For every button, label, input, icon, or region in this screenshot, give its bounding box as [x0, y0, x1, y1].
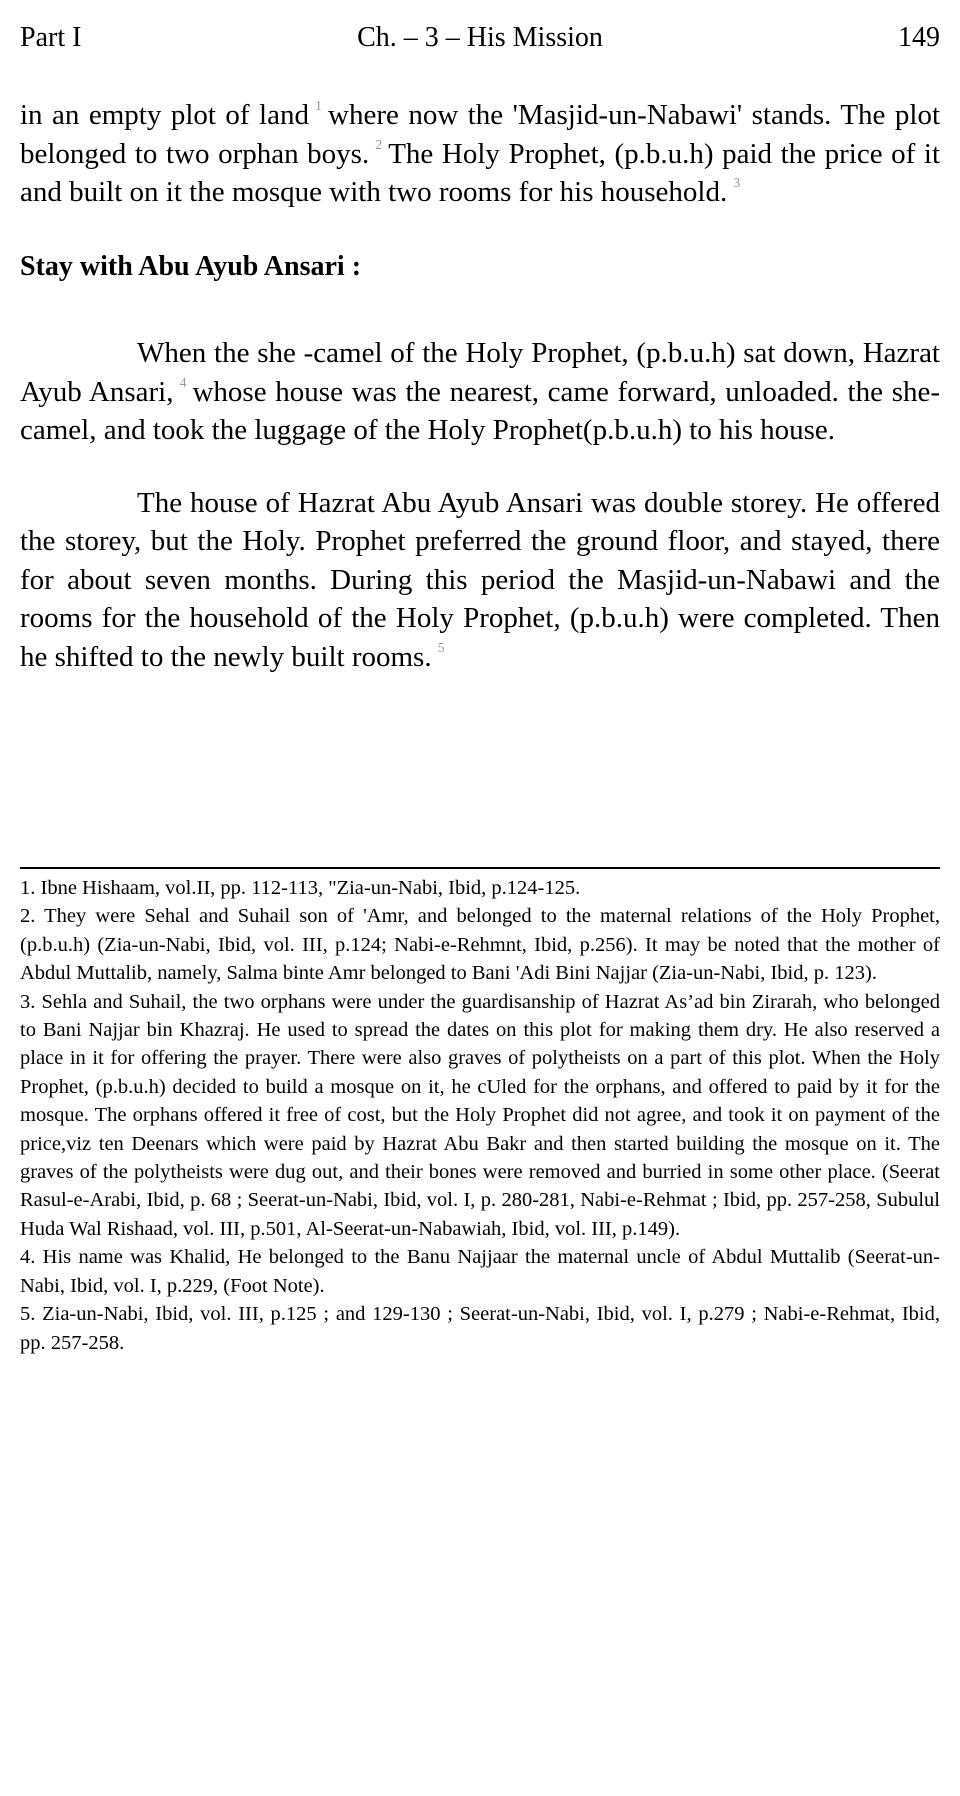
footnotes: [20, 874, 940, 1357]
chapter-title: Ch. – 3 – His Mission: [357, 22, 603, 53]
page-number: 149: [898, 22, 940, 53]
footnote-ref-5: 5: [437, 640, 445, 656]
footnote-5: 5. Zia-un-Nabi, Ibid, vol. III, p.125 ; and 129-130 ; Seerat-un-Nabi, Ibid, vol. I, p.279 ; Nabi-e-Rehmat, Ibid, pp. 257-258.: [20, 1303, 940, 1354]
section-heading: Stay with Abu Ayub Ansari :: [20, 250, 362, 282]
footnote-4: 4. His name was Khalid, He belonged to the Banu Najjaar the maternal uncle of Abdul Muttalib (Seerat-un-Nabi, Ibid, vol. I, p.229, (Foot Note).: [20, 1246, 940, 1297]
paragraph-1: in an empty plot of land $^1$ where now the 'Masjid-un-Nabawi' stands. The plot belonged to two orphan boys. $^2$ The Holy Prophet, (p.b.u.h) paid the price of it and built on it the mosque with two rooms for his household. $^3$: [20, 99, 941, 208]
paragraph-spacer: [20, 450, 940, 484]
footnote-3: 3. Sehla and Suhail, the two orphans were under the guardisanship of Hazrat As’ad bin Zirarah, who belonged to Bani Najjar bin Khazraj. He used to spread the dates on this plot for making them dry. He also reserved a place in it for offering the prayer. There were also graves of polytheists on a part of this plot. When the Holy Prophet, (p.b.u.h) decided to build a mosque on it, he cUled for the orphans, and offered to paid by it for the mosque. The orphans offered it free of cost, but the Holy Prophet did not agree, and took it on payment of the price,viz ten Deenars which were paid by Hazrat Abu Bakr and then started building the mosque on it. The graves of the polytheists were dug out, and their bones were removed and burried in some other place. (Seerat Rasul-e-Arabi, Ibid, p. 68 ; Seerat-un-Nabi, Ibid, vol. I, p. 280-281, Nabi-e-Rehmat ; Ibid, pp. 257-258, Subulul Huda Wal Rishaad, vol. III, p.501, Al-Seerat-un-Nabawiah, Ibid, vol. III, p.149).: [20, 990, 940, 1240]
part-label: Part I: [20, 22, 82, 53]
footnote-ref-1: 1: [315, 99, 322, 114]
footnote-ref-3: 3: [733, 176, 741, 191]
paragraph-3: The house of Hazrat Abu Ayub Ansari was double storey. He offered the storey, but the Holy. Prophet preferred the ground floor, and stayed, there for about seven months. During this period the Masjid-un-Nabawi and the rooms for the household of the Holy Prophet, (p.b.u.h) were completed. Then he shifted to the newly built rooms. $^5$: [20, 486, 940, 673]
footnote-1: 1. Ibne Hishaam, vol.II, pp. 112-113, "Zia-un-Nabi, Ibid, p.124-125.: [20, 877, 581, 899]
footnote-2: 2. They were Sehal and Suhail son of 'Amr, and belonged to the maternal relations of the Holy Prophet, (p.b.u.h) (Zia-un-Nabi, Ibid, vol. III, p.124; Nabi-e-Rehmnt, Ibid, p.256). It may be noted that the mother of Abdul Muttalib, namely, Salma binte Amr belonged to Bani 'Adi Bini Najjar (Zia-un-Nabi, Ibid, p. 123).: [20, 905, 940, 985]
main-text: [20, 96, 940, 676]
running-header: [20, 22, 940, 58]
footnote-divider: [20, 867, 940, 869]
paragraph-2: When the she -camel of the Holy Prophet, (p.b.u.h) sat down, Hazrat Ayub Ansari, $^4$ whose house was the nearest, came forward, unloaded. the she-camel, and took the luggage of the Holy Prophet(p.b.u.h) to his house.: [20, 337, 941, 446]
footnote-ref-2: 2: [375, 137, 383, 153]
footnote-ref-4: 4: [179, 375, 187, 391]
